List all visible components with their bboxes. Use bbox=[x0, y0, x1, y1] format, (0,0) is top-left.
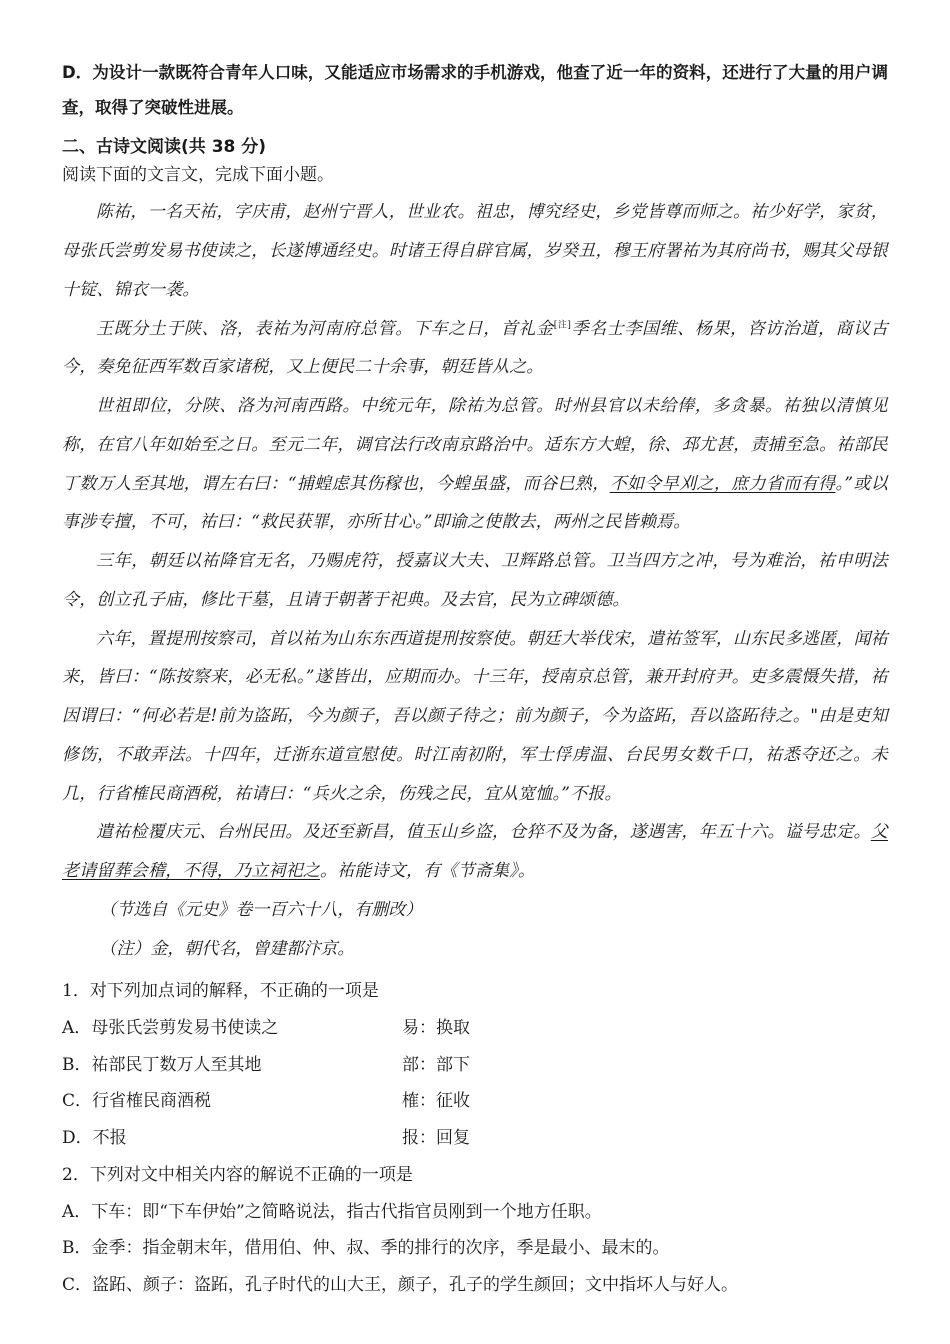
footnote-marker: [注] bbox=[553, 320, 572, 331]
question-1-number: 1． bbox=[62, 981, 90, 1002]
carryover-option-d: D．为设计一款既符合青年人口味，又能适应市场需求的手机游戏，他查了近一年的资料，还进行了大量的用户调查，取得了突破性进展。 bbox=[62, 63, 888, 118]
option-b-text: 祐部民丁数万人至其地 bbox=[91, 1054, 262, 1075]
passage-paragraph-4: 六年，置提刑按察司，首以祐为山东东西道提刑按察使。朝廷大举伐宋，遣祐签军，山东民多逃匿，闻祐来，皆曰：“陈按察来，必无私。”遂皆出，应期而办。十三年，授南京总管，兼开封府尹。吏多震慑失措，祐因谓曰：“何必若是!前为盗跖，今为颜子，吾以颜子待之；前为颜子，今为盗跖，吾以盗跖待之。"由是吏知修饬，不敢弄法。十四年，迁浙东道宣慰使。时江南初附，军士俘虏温、台民男女数千口，祐悉夺还之。未几，行省榷民商酒税，祐请曰：“兵火之余，伤残之民，宜从宽恤。”不报。 bbox=[62, 628, 888, 804]
question-2-option-a[interactable] bbox=[62, 1199, 888, 1227]
option-b-label: B． bbox=[62, 1054, 92, 1075]
question-2-number: 2． bbox=[62, 1165, 90, 1186]
passage-paragraph-2 bbox=[62, 387, 888, 542]
passage-source: （节选自《元史》卷一百六十八，有删改） bbox=[99, 899, 423, 920]
option-d-text: 不报 bbox=[92, 1127, 127, 1148]
question-1-option-c[interactable] bbox=[62, 1088, 888, 1116]
passage-1b-pre: 王既分土于陕、洛，表祐为河南府总管。下车之日，首礼金 bbox=[96, 318, 554, 339]
passage-paragraph-5 bbox=[62, 813, 888, 891]
underlined-sentence-1: 不如令早刈之，庶力省而有得 bbox=[609, 473, 836, 494]
option-d-label: D． bbox=[62, 1127, 93, 1148]
passage-5-pre: 遣祐检覆庆元、台州民田。及还至新昌，值玉山乡盗，仓猝不及为备，遂遇害，年五十六。谥号忠定。 bbox=[96, 822, 871, 843]
question-2-option-c[interactable] bbox=[62, 1272, 888, 1300]
option-a-text: 母张氏尝剪发易书使读之 bbox=[91, 1018, 279, 1038]
passage-2-post: 。”或以事涉专擅，不可，祐曰：“救民获罪，亦所甘心。”即谕之使散去，两州之民皆赖焉。 bbox=[62, 473, 888, 533]
question-2-option-b[interactable] bbox=[62, 1235, 888, 1263]
passage-1b-post: 季名士李国维、杨果，咨访治道，商议古今，奏免征西军数百家诸税，又上便民二十余事，朝廷皆从之。 bbox=[62, 318, 889, 378]
q2-option-c-text: 盗跖、颜子：盗跖，孔子时代的山大王，颜子，孔子的学生颜回；文中指坏人与好人。 bbox=[92, 1274, 739, 1295]
passage-paragraph-3: 三年，朝廷以祐降官无名，乃赐虎符，授嘉议大夫、卫辉路总管。卫当四方之冲，号为难治，祐申明法令，创立孔子庙，修比干墓，且请于朝著于祀典。及去官，民为立碑颂德。 bbox=[62, 551, 888, 610]
passage-2-pre: 世祖即位，分陕、洛为河南西路。中统元年，除祐为总管。时州县官以未给俸，多贪暴。祐独以清慎见称，在官八年如始至之日。至元二年，调官法行改南京路治中。适东方大蝗，徐、邳尤甚，责捕至急。祐部民丁数万人至其地，谓左右曰：“捕蝗虑其伤稼也，今蝗虽盛，而谷巳熟， bbox=[62, 396, 888, 494]
option-b-gloss: 部：部下 bbox=[402, 1054, 470, 1075]
question-2-stem bbox=[62, 1162, 888, 1190]
q2-option-b-text: 金季：指金朝末年，借用伯、仲、叔、季的排行的次序，季是最小、最末的。 bbox=[91, 1238, 670, 1259]
question-1-option-d[interactable] bbox=[62, 1125, 888, 1153]
passage-paragraph-1a: 陈祐，一名天祐，字庆甫，赵州宁晋人，世业农。祖忠，博究经史，乡党皆尊而师之。祐少好学，家贫，母张氏尝剪发易书使读之，长遂博通经史。时诸王得自辟官属，岁癸丑，穆王府署祐为其府尚书，赐其父母银十锭、锦衣一袭。 bbox=[62, 202, 888, 300]
question-2-text: 下列对文中相关内容的解说不正确的一项是 bbox=[89, 1165, 413, 1186]
option-a-gloss: 易：换取 bbox=[402, 1018, 470, 1038]
passage-note: （注）金，朝代名，曾建都汴京。 bbox=[99, 938, 355, 959]
option-a-label: A． bbox=[62, 1018, 92, 1038]
passage-5-post: 。祐能诗文，有《节斋集》。 bbox=[320, 861, 536, 882]
q2-option-c-label: C． bbox=[62, 1274, 93, 1295]
question-1-option-a[interactable] bbox=[62, 1015, 888, 1043]
option-d-gloss: 报：回复 bbox=[402, 1127, 470, 1148]
q2-option-a-label: A． bbox=[62, 1201, 92, 1222]
question-1-text: 对下列加点词的解释，不正确的一项是 bbox=[89, 981, 379, 1002]
question-1-stem bbox=[62, 978, 888, 1006]
underlined-sentence-2: 父老请留葬会稽，不得，乃立祠祀之 bbox=[62, 822, 888, 882]
option-c-text: 行省榷民商酒税 bbox=[92, 1091, 212, 1112]
reading-instruction: 阅读下面的文言文，完成下面小题。 bbox=[62, 165, 334, 186]
q2-option-b-label: B． bbox=[62, 1238, 92, 1259]
question-1-option-b[interactable] bbox=[62, 1052, 888, 1080]
section-heading: 二、古诗文阅读(共 38 分) bbox=[62, 136, 267, 157]
q2-option-a-text: 下车：即“下车伊始”之简略说法，指古代指官员刚到一个地方任职。 bbox=[91, 1201, 602, 1222]
passage-paragraph-1b bbox=[62, 310, 888, 388]
option-c-label: C． bbox=[62, 1091, 93, 1112]
option-c-gloss: 榷：征收 bbox=[402, 1091, 470, 1112]
